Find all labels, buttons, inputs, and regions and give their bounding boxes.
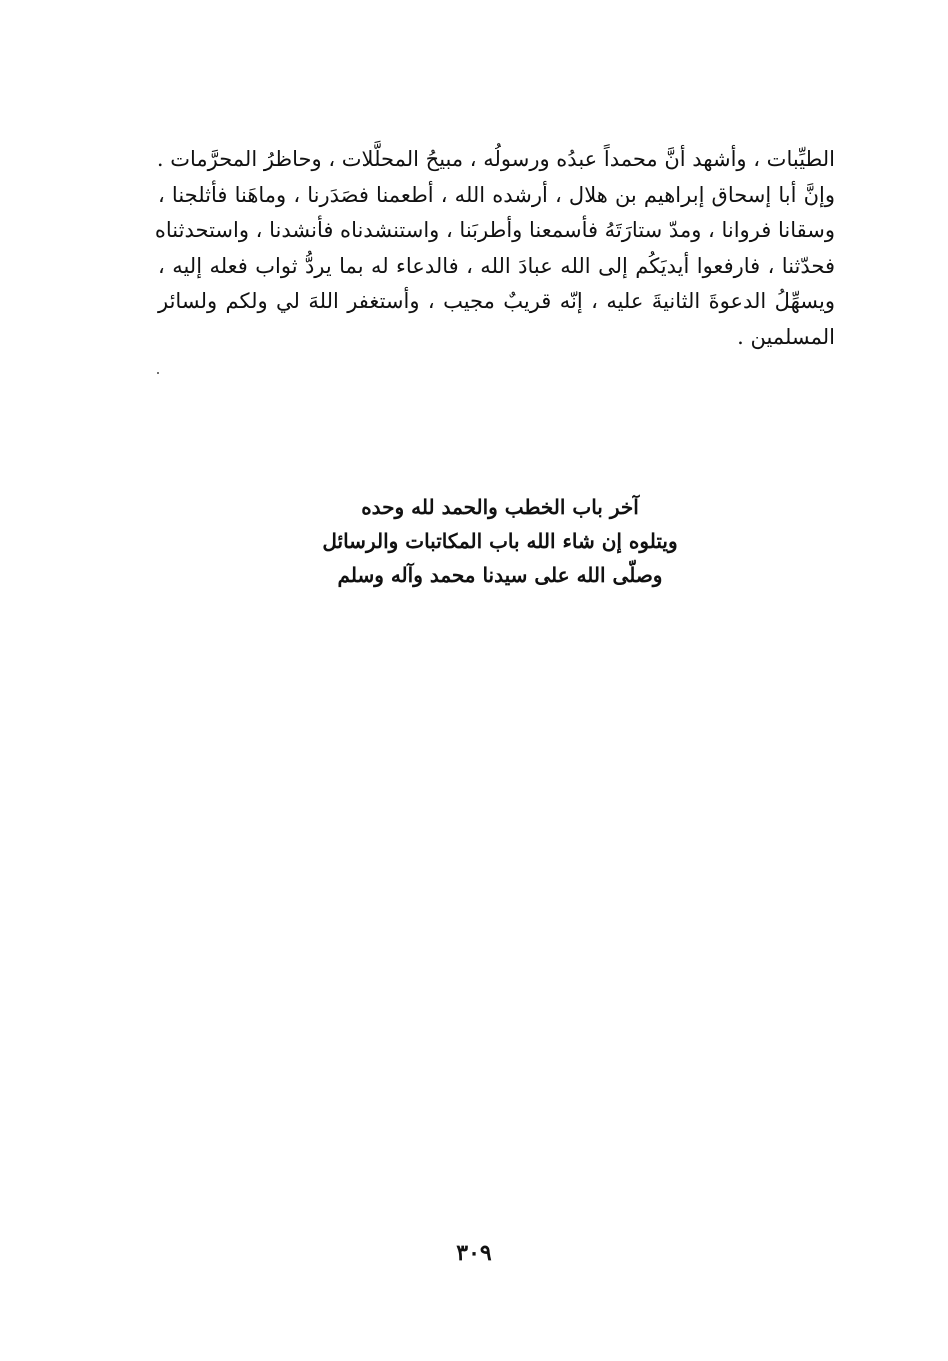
colophon-line-2: ويتلوه إن شاء الله باب المكاتبات والرسائل [322, 529, 678, 553]
page-number: ٣٠٩ [456, 1240, 492, 1266]
colophon-line-3: وصلّى الله على سيدنا محمد وآله وسلم [337, 563, 663, 587]
sermon-text [154, 142, 835, 355]
text-line-5: ويسهِّلُ الدعوةَ الثانيةَ عليه ، إنّه قريبٌ مجيب ، وأستغفر اللهَ لي ولكم ولسائر [158, 289, 835, 313]
text-line-2: وإنَّ أبا إسحاق إبراهيم بن هلال ، أرشده الله ، أطعمنا فصَدَرنا ، وماهَنا فأثلجنا ، [158, 182, 835, 207]
scan-speck [157, 372, 159, 374]
text-line-4: فحدّثنا ، فارفعوا أيديَكُم إلى الله عبادَ الله ، فالدعاء له بما يردُّ ثواب فعله إليه ، [158, 253, 835, 278]
text-line-1: الطيِّبات ، وأشهد أنَّ محمداً عبدُه ورسولُه ، مبيحُ المحلَّلات ، وحاظرُ المحرَّمات . [156, 147, 835, 171]
colophon-line-1: آخر باب الخطب والحمد لله وحده [361, 495, 639, 519]
text-line-3: وسقانا فروانا ، ومدّ ستارَتَهُ فأسمعنا وأطربَنا ، واستنشدناه فأنشدنا ، واستحدثناه [154, 218, 835, 242]
chapter-colophon [250, 490, 750, 592]
text-line-6: المسلمين . [737, 324, 835, 349]
